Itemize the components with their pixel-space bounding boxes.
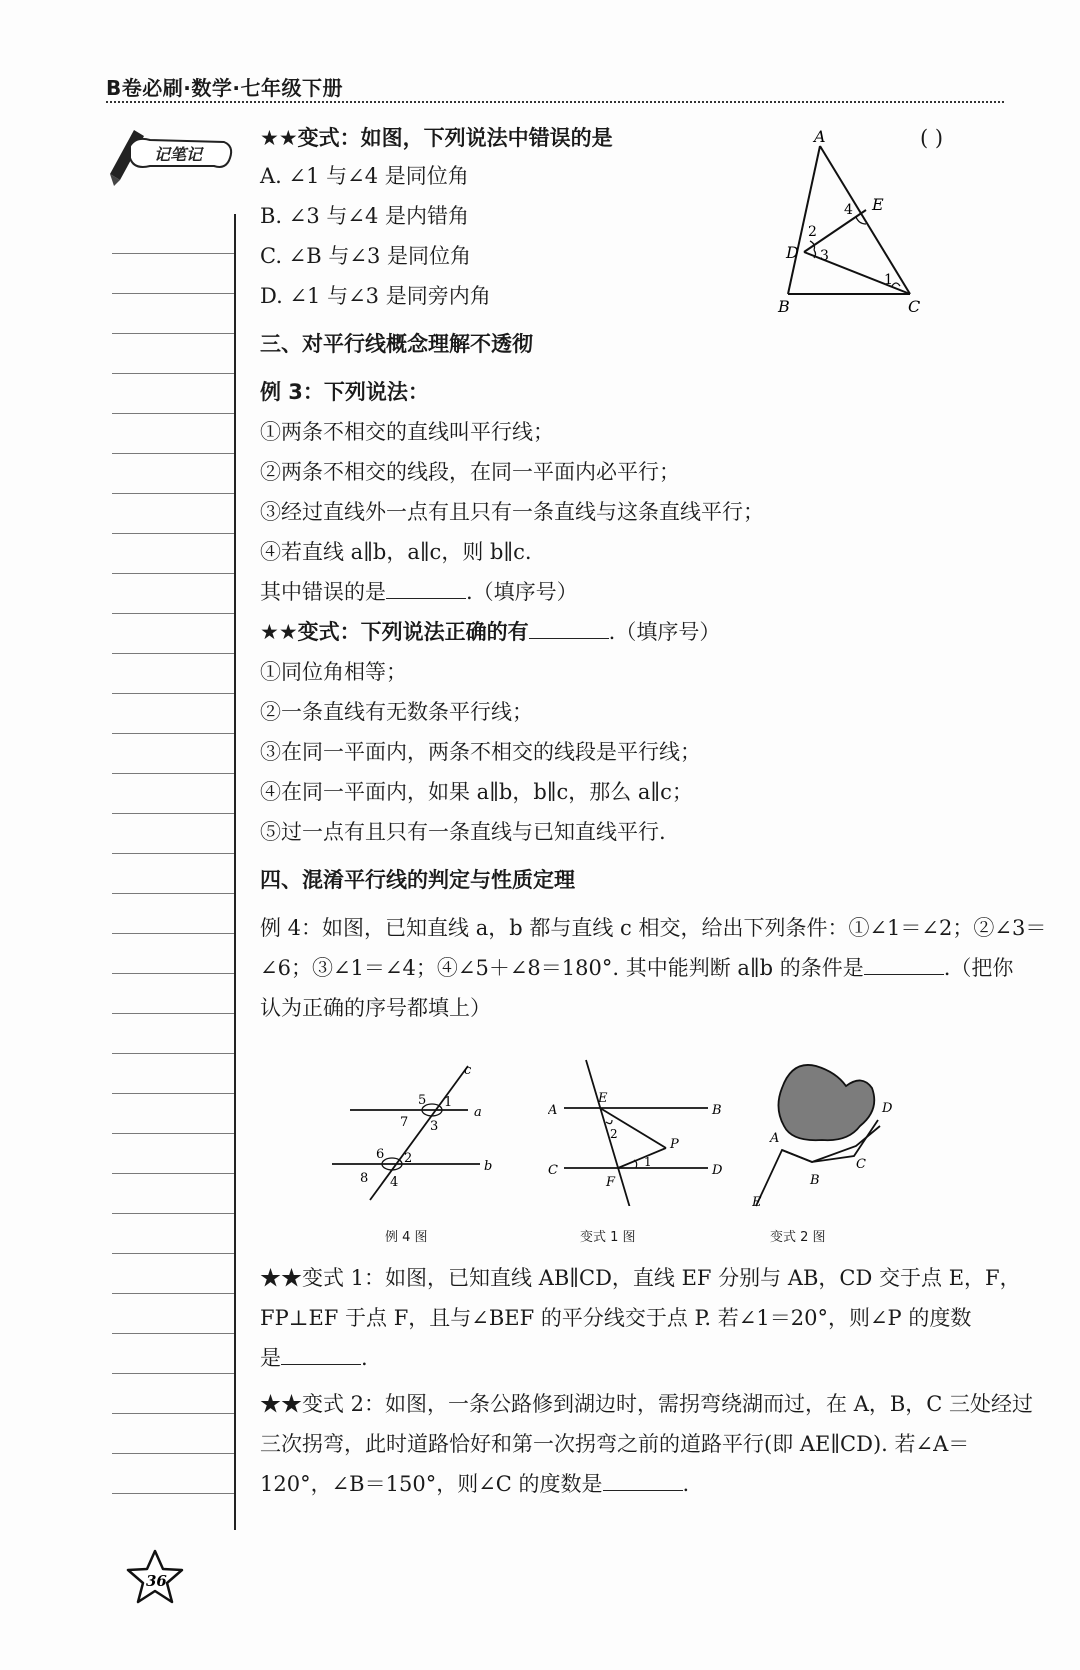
example3-answer-suffix: .（填序号）	[466, 580, 578, 604]
variant1-line-1: ★★变式 1：如图，已知直线 AB∥CD，直线 EF 分别与 AB，CD 交于点 E，F，	[260, 1266, 1021, 1290]
variant1-line-3-suffix: .	[361, 1346, 368, 1370]
label-angle-3: 3	[820, 248, 829, 264]
example3-item-2: ②两条不相交的线段，在同一平面内必平行；	[260, 460, 680, 484]
label-angle-7: 7	[400, 1115, 409, 1130]
label-angle-4: 4	[844, 202, 853, 218]
variant3-suffix: .（填序号）	[608, 620, 721, 644]
label-c: C	[548, 1163, 558, 1178]
label-f: F	[606, 1175, 616, 1190]
label-angle-6: 6	[376, 1147, 385, 1162]
label-angle-2: 2	[808, 224, 817, 240]
section4-heading: 四、混淆平行线的判定与性质定理	[260, 868, 575, 892]
label-e: E	[752, 1195, 762, 1210]
variant2-line-3-prefix: 120°，∠B＝150°，则∠C 的度数是	[260, 1472, 603, 1496]
q1-option-a: A. ∠1 与∠4 是同位角	[260, 164, 469, 188]
variant3-item-3: ③在同一平面内，两条不相交的线段是平行线；	[260, 740, 701, 764]
label-c: C	[856, 1157, 866, 1172]
label-p: P	[670, 1137, 679, 1152]
q1-triangle-figure	[760, 128, 940, 328]
line-c	[370, 1066, 468, 1200]
segment-fp	[618, 1148, 666, 1168]
fig-caption-variant1: 变式 1 图	[580, 1230, 636, 1245]
section3-heading: 三、对平行线概念理解不透彻	[260, 332, 533, 356]
example4-figure	[330, 1058, 510, 1208]
example3-answer-line	[260, 578, 578, 606]
example3-item-3: ③经过直线外一点有且只有一条直线与这条直线平行；	[260, 500, 764, 524]
segment-ac	[820, 146, 910, 294]
segment-ab	[788, 146, 820, 294]
label-a: A	[548, 1103, 558, 1118]
label-c: c	[464, 1063, 472, 1078]
q1-title: ★★变式：如图，下列说法中错误的是	[260, 126, 613, 150]
variant2-figure	[752, 1060, 922, 1210]
q1-option-b: B. ∠3 与∠4 是内错角	[260, 204, 470, 228]
q1-option-c: C. ∠B 与∠3 是同位角	[260, 244, 472, 268]
label-angle-1: 1	[884, 272, 893, 288]
label-angle-3: 3	[430, 1119, 439, 1134]
label-angle-2: 2	[610, 1127, 618, 1141]
q1-option-d: D. ∠1 与∠3 是同旁内角	[260, 284, 491, 308]
label-c: C	[908, 297, 921, 316]
label-b: B	[778, 297, 790, 316]
label-angle-4: 4	[390, 1175, 399, 1190]
answer-blank	[529, 618, 609, 639]
page-number: 36	[146, 1572, 167, 1590]
lake-shape	[778, 1065, 874, 1140]
angle-arc-3	[814, 250, 816, 258]
variant3-item-5: ⑤过一点有且只有一条直线与已知直线平行.	[260, 820, 666, 844]
example4-line-2-suffix: .（把你	[943, 956, 1014, 980]
example3-answer-prefix: 其中错误的是	[260, 580, 386, 604]
fig-caption-example4: 例 4 图	[385, 1230, 428, 1245]
example4-line-1: 例 4：如图，已知直线 a，b 都与直线 c 相交，给出下列条件：①∠1＝∠2；②∠3＝	[260, 916, 1047, 940]
label-b: B	[712, 1103, 722, 1118]
variant3-prefix: ★★变式：下列说法正确的有	[260, 620, 529, 644]
label-angle-2: 2	[404, 1151, 413, 1166]
example4-line-2-prefix: ∠6；③∠1＝∠4；④∠5＋∠8＝180°. 其中能判断 a∥b 的条件是	[260, 956, 864, 980]
label-a: a	[474, 1105, 482, 1120]
label-d: D	[712, 1163, 723, 1178]
variant2-line-3	[260, 1470, 689, 1498]
angle-arc-1	[892, 283, 900, 286]
variant2-line-3-suffix: .	[682, 1472, 690, 1496]
fig-caption-variant2: 变式 2 图	[770, 1230, 826, 1245]
label-e: E	[598, 1091, 608, 1106]
answer-blank	[864, 954, 944, 975]
label-b: B	[810, 1173, 820, 1188]
q1-answer-paren: ( )	[920, 126, 944, 150]
header-rule	[106, 101, 1004, 103]
example3-item-1: ①两条不相交的直线叫平行线；	[260, 420, 554, 444]
label-d: D	[882, 1101, 893, 1116]
example3-title: 例 3：下列说法：	[260, 380, 429, 404]
notes-panel	[112, 214, 236, 1530]
notes-badge-label: 记笔记	[154, 145, 203, 164]
variant3-item-4: ④在同一平面内，如果 a∥b，b∥c，那么 a∥c；	[260, 780, 693, 804]
page-header-title: B卷必刷·数学·七年级下册	[106, 76, 343, 100]
label-angle-5: 5	[418, 1093, 427, 1108]
variant1-figure	[548, 1056, 728, 1206]
notes-badge	[106, 124, 236, 188]
label-angle-1: 1	[444, 1095, 453, 1110]
example4-line-2	[260, 954, 1013, 982]
example3-item-4: ④若直线 a∥b，a∥c，则 b∥c.	[260, 540, 532, 564]
label-d: D	[786, 243, 799, 262]
variant3-title	[260, 618, 720, 646]
variant1-line-3	[260, 1344, 368, 1372]
example4-line-3: 认为正确的序号都填上）	[260, 996, 491, 1020]
page-number-star	[124, 1548, 186, 1608]
answer-blank	[603, 1470, 683, 1491]
variant1-line-3-prefix: 是	[260, 1346, 281, 1370]
variant2-line-1: ★★变式 2：如图，一条公路修到湖边时，需拐弯绕湖而过，在 A，B，C 三处经过	[260, 1392, 1034, 1416]
label-e: E	[872, 195, 884, 214]
variant1-line-2: FP⊥EF 于点 F，且与∠BEF 的平分线交于点 P. 若∠1＝20°，则∠P 的度数	[260, 1306, 972, 1330]
label-angle-8: 8	[360, 1171, 369, 1186]
angle-arc-2	[606, 1120, 612, 1124]
variant2-line-2: 三次拐弯，此时道路恰好和第一次拐弯之前的道路平行(即 AE∥CD). 若∠A＝	[260, 1432, 970, 1456]
label-b: b	[484, 1159, 493, 1174]
answer-blank	[281, 1344, 361, 1365]
label-a: A	[770, 1131, 780, 1146]
variant3-item-2: ②一条直线有无数条平行线；	[260, 700, 533, 724]
label-a: A	[814, 128, 826, 146]
answer-blank	[386, 578, 466, 599]
label-angle-1: 1	[644, 1155, 652, 1169]
variant3-item-1: ①同位角相等；	[260, 660, 407, 684]
